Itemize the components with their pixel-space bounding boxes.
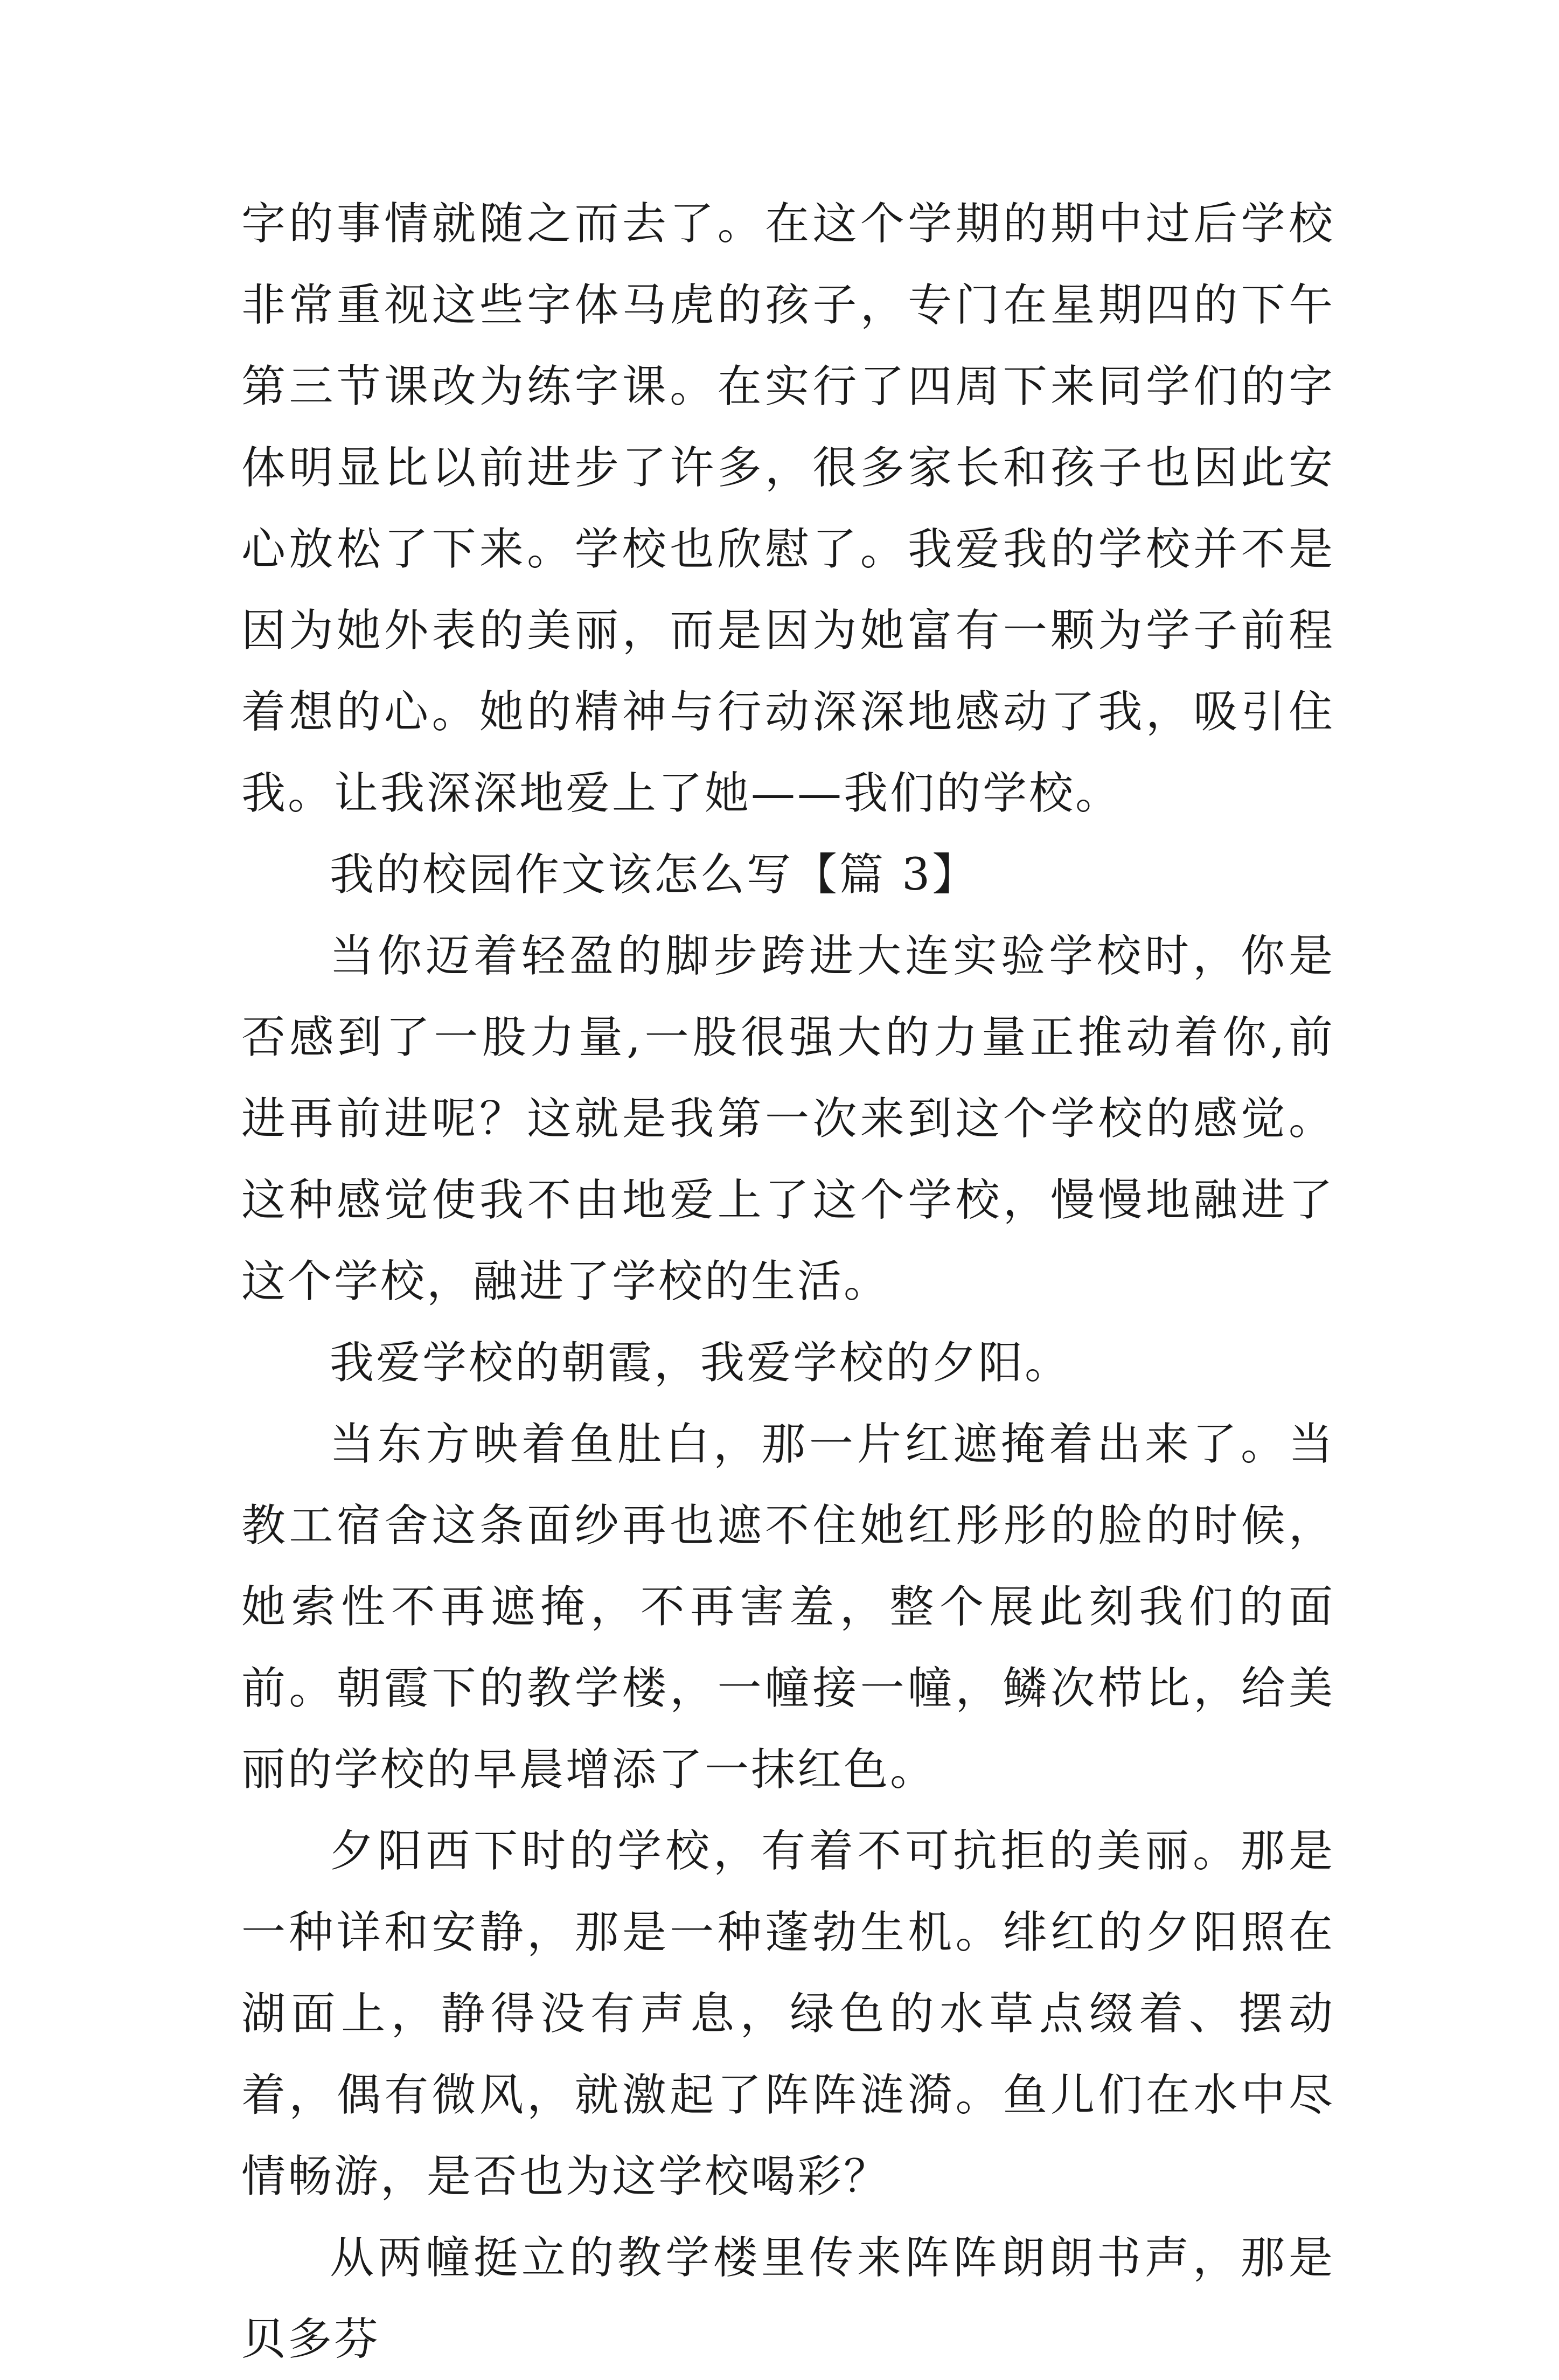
section-heading: 我的校园作文该怎么写【篇 3】 [330,849,979,900]
paragraph: 夕阳西下时的学校，有着不可抗拒的美丽。那是一种详和安静，那是一种蓬勃生机。绯红的夕阳照在湖面上，静得没有声息，绿色的水草点缀着、摆动着，偶有微风，就激起了阵阵涟漪。鱼儿们在水中尽情畅游，是否也为这学校喝彩？ [241,1826,1335,2202]
paragraph: 当东方映着鱼肚白，那一片红遮掩着出来了。当教工宿舍这条面纱再也遮不住她红彤彤的脸的时候，她索性不再遮掩，不再害羞，整个展此刻我们的面前。朝霞下的教学楼，一幢接一幢，鳞次栉比，给美丽的学校的早晨增添了一抹红色。 [241,1419,1335,1795]
paragraph-continuation: 字的事情就随之而去了。在这个学期的期中过后学校非常重视这些字体马虎的孩子，专门在星期四的下午第三节课改为练字课。在实行了四周下来同学们的字体明显比以前进步了许多，很多家长和孩子也因此安心放松了下来。学校也欣慰了。我爱我的学校并不是因为她外表的美丽，而是因为她富有一颗为学子前程着想的心。她的精神与行动深深地感动了我，吸引住我。让我深深地爱上了她——我们的学校。 [241,198,1335,819]
paragraph: 当你迈着轻盈的脚步跨进大连实验学校时，你是否感到了一股力量,一股很强大的力量正推动着你,前进再前进呢？这就是我第一次来到这个学校的感觉。这种感觉使我不由地爱上了这个学校，慢慢地融进了这个学校，融进了学校的生活。 [241,931,1335,1307]
paragraph: 从两幢挺立的教学楼里传来阵阵朗朗书声，那是贝多芬 [241,2232,1335,2365]
paragraph: 我爱学校的朝霞，我爱学校的夕阳。 [330,1337,1071,1389]
document-body [241,183,1335,2380]
